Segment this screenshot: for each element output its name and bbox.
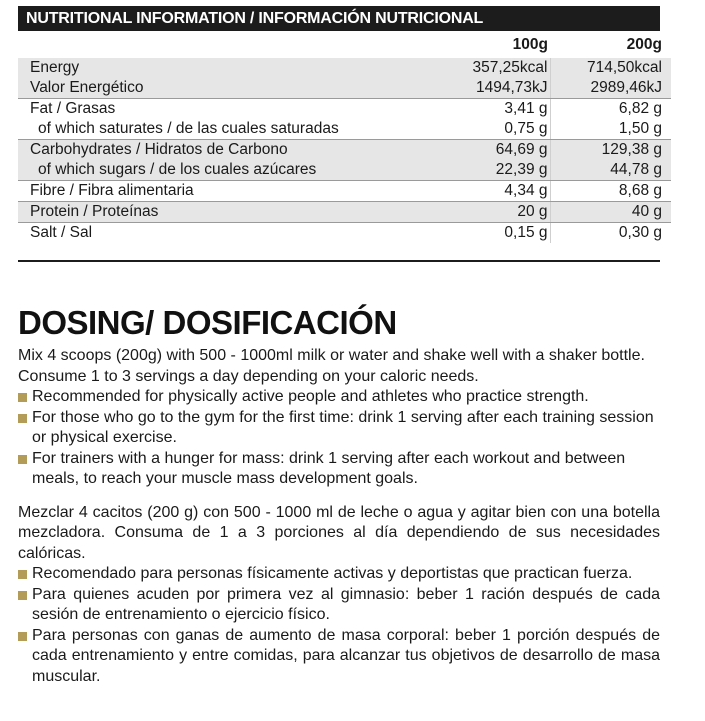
label-panel [18,6,660,687]
list-item [18,564,660,585]
value-100g: 22,39 g [460,160,550,181]
nutrient-label: Carbohydrates / Hidratos de Carbono [18,140,460,161]
list-item [18,408,660,449]
value-100g: 357,25kcal [460,58,550,78]
list-item [18,585,660,626]
nutrient-label: Fat / Grasas [30,100,116,117]
value-100g: 1494,73kJ [460,78,550,99]
nutrient-label: of which sugars / de los cuales azúcares [18,160,460,181]
value-200g: 44,78 g [550,160,671,181]
list-item-text: Recomendado para personas físicamente activas y deportistas que practican fuerza. [32,565,633,582]
nutrient-label: of which saturates / de las cuales saturadas [18,119,460,140]
column-200g-header: 200g [626,35,662,53]
square-bullet-icon [18,455,27,464]
value-200g: 8,68 g [550,181,671,202]
table-row [18,160,671,181]
value-200g: 1,50 g [550,119,671,140]
nutrient-label: Protein / Proteínas [18,202,460,223]
table-row [18,223,671,244]
value-200g: 40 g [550,202,671,223]
nutrient-label: Valor Energético [18,78,460,99]
value-100g: 3,41 g [460,99,550,120]
square-bullet-icon [18,393,27,402]
table-row [18,78,671,99]
dosing-list-es [18,564,660,687]
list-item-text: For those who go to the gym for the first time: drink 1 serving after each training session or physical exercise. [32,408,654,446]
nutrient-label: Energy [18,58,460,78]
list-item [18,387,660,408]
list-item-text: Para quienes acuden por primera vez al gimnasio: beber 1 ración después de cada sesión de entrenamiento o ejercicio físico. [32,585,660,623]
square-bullet-icon [18,591,27,600]
value-100g: 0,75 g [460,119,550,140]
value-100g: 4,34 g [460,181,550,202]
column-100g-header: 100g [512,35,548,53]
list-item-text: Para personas con ganas de aumento de masa corporal: beber 1 porción después de cada entrenamiento y entre comidas, para alcanzar tus objetivos de desarrollo de masa muscular. [32,626,660,685]
table-row [18,58,671,78]
square-bullet-icon [18,570,27,579]
nutrition-label-header [18,31,460,58]
square-bullet-icon [18,632,27,641]
nutrition-table [18,31,671,243]
list-item-text: Recommended for physically active people and athletes who practice strength. [32,388,589,405]
nutrition-column-headers [18,31,671,58]
dosing-intro-en: Mix 4 scoops (200g) with 500 - 1000ml milk or water and shake well with a shaker bottle. Consume 1 to 3 servings a day depending on your caloric needs. [18,347,645,385]
value-200g: 6,82 g [618,100,662,117]
list-item-text: For trainers with a hunger for mass: drink 1 serving after each workout and between meals, to reach your muscle mass development goals. [32,449,626,487]
nutrient-label: Salt / Sal [30,224,93,241]
nutrient-label: Fibre / Fibra alimentaria [18,181,460,202]
value-200g: 129,38 g [550,140,671,161]
value-200g: 0,30 g [618,224,662,241]
dosing-intro-es: Mezclar 4 cacitos (200 g) con 500 - 1000 ml de leche o agua y agitar bien con una botella mezcladora. Consuma de 1 a 3 porciones al día dependiendo de sus necesidades calóricas. [18,503,660,562]
table-row [18,181,671,202]
value-200g: 2989,46kJ [550,78,671,99]
dosing-list-en [18,387,660,490]
table-row [18,119,671,140]
list-item [18,449,660,490]
square-bullet-icon [18,414,27,423]
list-item [18,626,660,688]
nutrition-header: NUTRITIONAL INFORMATION / INFORMACIÓN NUTRICIONAL [18,6,660,31]
value-100g: 0,15 g [460,223,550,244]
table-row [18,140,671,161]
table-row [18,202,671,223]
value-100g: 20 g [460,202,550,223]
value-100g: 64,69 g [460,140,550,161]
table-row [18,99,671,120]
value-200g: 714,50kcal [550,58,671,78]
dosing-title: DOSING/ DOSIFICACIÓN [18,304,397,341]
table-bottom-rule [18,260,660,262]
